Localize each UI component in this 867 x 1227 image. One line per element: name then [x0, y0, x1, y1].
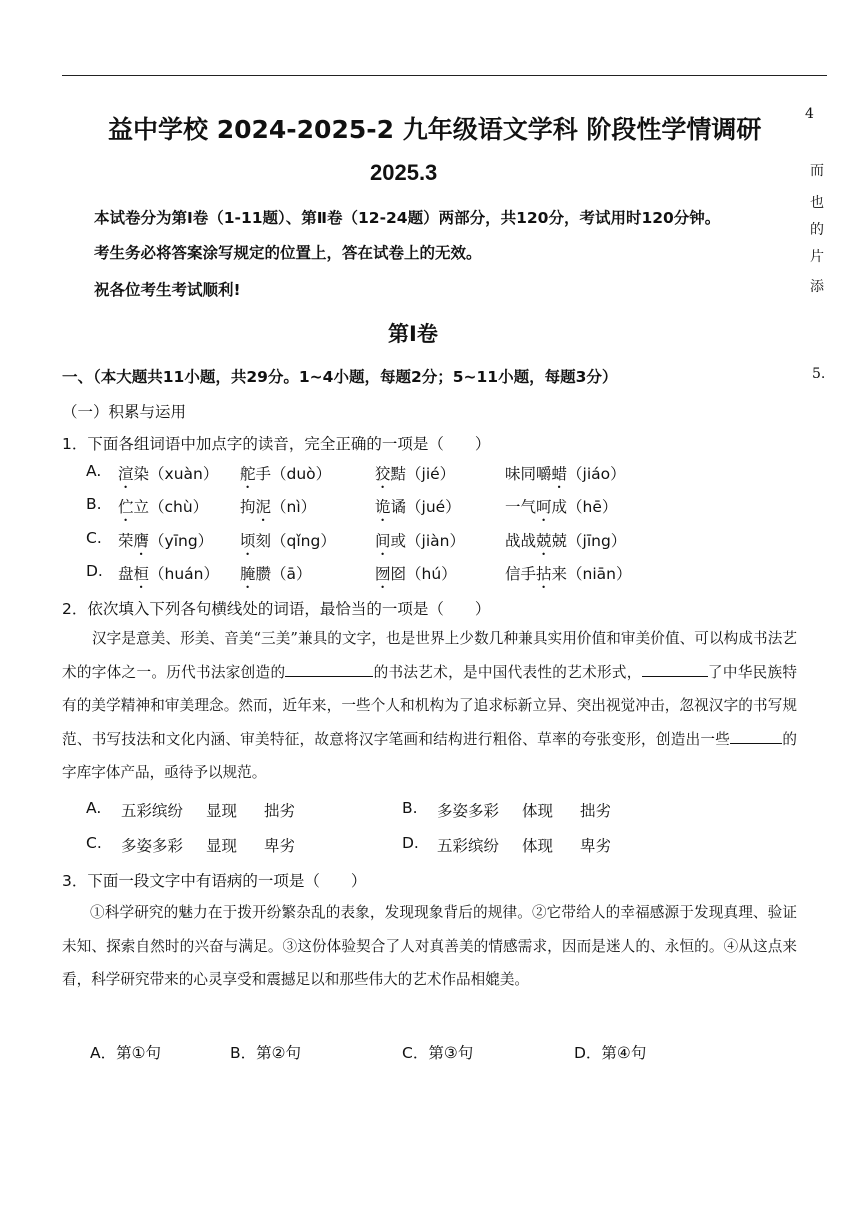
q1-word-suffix: （yīng） — [149, 532, 214, 550]
subsection-heading: （一）积累与运用 — [62, 403, 187, 421]
q2-option-word: 拙劣 — [580, 802, 612, 820]
q2-option-word: 拙劣 — [264, 802, 296, 820]
q1-word-suffix: 或（jiàn） — [390, 532, 465, 550]
q1-word-prefix: 盘 — [118, 565, 134, 583]
top-rule — [62, 75, 827, 76]
q1-word-item — [118, 529, 213, 559]
q2-option-letter: C. — [86, 834, 102, 852]
q1-word-item — [375, 529, 465, 559]
q1-stem: 1．下面各组词语中加点字的读音，完全正确的一项是（ ） — [62, 435, 491, 453]
q1-word-item — [375, 495, 461, 525]
q3-stem: 3．下面一段文字中有语病的一项是（ ） — [62, 872, 367, 890]
q1-word-suffix: （jiáo） — [567, 465, 626, 483]
margin-char: 也 — [810, 195, 824, 211]
q1-dotted-char: 蜡 — [551, 465, 568, 483]
q1-word-suffix: （huán） — [149, 565, 220, 583]
q1-word-suffix: 刻（qǐng） — [255, 532, 336, 550]
q1-dotted-char: 顷 — [240, 532, 256, 550]
q2-option-letter: D. — [402, 834, 419, 852]
q1-word-prefix: 信手 — [505, 565, 537, 583]
q1-dotted-char: 桓 — [133, 565, 150, 583]
margin-char: 添 — [810, 279, 824, 295]
q1-option-letter: D. — [86, 562, 103, 580]
q1-word-item — [505, 462, 626, 492]
q1-dotted-char: 间 — [375, 532, 391, 550]
q1-word-prefix: 味同嚼 — [505, 465, 552, 483]
q2-option-word: 卑劣 — [580, 837, 612, 855]
q1-word-item — [505, 495, 617, 525]
q1-dotted-char: 膺 — [133, 532, 150, 550]
q2-blank-1 — [285, 662, 373, 677]
q1-dotted-char: 兢 — [536, 532, 552, 550]
q2-blank-2 — [642, 662, 708, 677]
q1-word-suffix: 来（niān） — [551, 565, 632, 583]
q1-dotted-char: 伫 — [118, 498, 134, 516]
q2-passage-part-3: 了中华民族特有的美学精神和审美理念。然而，近年来，一些个人和机构为了追求标新立异、突出视觉冲击，忽视汉字的书写规范、书写技法和文化内涵、审美特征，故意将汉字笔画和结构进行粗俗、草率的夸张变形，创造出一些 — [62, 663, 797, 748]
exam-title: 益中学校 2024-2025-2 九年级语文学科 阶段性学情调研 — [108, 115, 762, 144]
q1-word-suffix: 谲（jué） — [390, 498, 461, 516]
q1-word-item — [240, 495, 316, 525]
q1-dotted-char: 舵 — [240, 465, 256, 483]
q1-word-item — [118, 462, 218, 492]
margin-number-4: 4 — [805, 106, 814, 122]
q2-passage-part-2: 的书法艺术，是中国代表性的艺术形式， — [373, 663, 642, 681]
q1-dotted-char: 渲 — [118, 465, 134, 483]
margin-char: 而 — [810, 163, 824, 179]
intro-line-1: 本试卷分为第Ⅰ卷（1-11题）、第Ⅱ卷（12-24题）两部分，共120分，考试用时120分钟。 — [94, 209, 721, 227]
margin-char: 的 — [810, 222, 824, 238]
q1-dotted-char: 拈 — [536, 565, 552, 583]
q1-word-item — [375, 462, 455, 492]
q1-word-suffix: 立（chù） — [133, 498, 209, 516]
q1-word-item — [240, 562, 312, 592]
q1-word-suffix: 成（hē） — [551, 498, 618, 516]
q2-passage-part-1: 汉字是意美、形美、音美“三美”兼具的文字，也是世界上少数几种兼具实用价值和审美价值、可以构成书法艺术的字体之一。历代书法家创造的 — [62, 630, 797, 681]
q1-word-item — [505, 529, 626, 559]
q2-option-word: 多姿多彩 — [437, 802, 500, 820]
q1-word-item — [505, 562, 631, 592]
q1-word-prefix: 战战 — [505, 532, 537, 550]
q2-passage-part-4: 的字库字体产品，亟待予以规范。 — [62, 730, 797, 781]
q1-word-item — [118, 562, 219, 592]
q1-dotted-char: 狡 — [375, 465, 391, 483]
q2-option-word: 多姿多彩 — [121, 837, 184, 855]
q1-word-suffix: 臜（ā） — [255, 565, 312, 583]
q3-option: C．第③句 — [402, 1044, 474, 1062]
q3-option: D．第④句 — [574, 1044, 647, 1062]
q1-dotted-char: 囫 — [375, 565, 391, 583]
intro-line-2: 考生务必将答案涂写规定的位置上，答在试卷上的无效。 — [94, 244, 482, 262]
q1-option-letter: B. — [86, 495, 102, 513]
intro-line-3: 祝各位考生考试顺利! — [94, 281, 241, 299]
q1-dotted-char: 泥 — [255, 498, 272, 516]
q2-option-word: 显现 — [206, 802, 238, 820]
q1-word-item — [118, 495, 208, 525]
q2-option-word: 五彩缤纷 — [437, 837, 500, 855]
section-heading: 一、（本大题共11小题，共29分。1~4小题，每题2分；5~11小题，每题3分） — [62, 368, 618, 386]
q1-word-suffix: 兢（jīng） — [551, 532, 627, 550]
q1-word-prefix: 拘 — [240, 498, 256, 516]
q1-option-letter: A. — [86, 462, 102, 480]
q1-word-suffix: 染（xuàn） — [133, 465, 219, 483]
q1-word-suffix: （nì） — [271, 498, 317, 516]
q1-word-item — [240, 529, 336, 559]
q2-blank-3 — [730, 729, 782, 744]
q2-option-letter: B. — [402, 799, 418, 817]
q1-dotted-char: 腌 — [240, 565, 256, 583]
margin-char: 片 — [810, 249, 824, 265]
q1-word-suffix: 囵（hú） — [390, 565, 457, 583]
exam-date: 2025.3 — [370, 160, 438, 185]
q2-stem: 2．依次填入下列各句横线处的词语，最恰当的一项是（ ） — [62, 600, 491, 618]
q2-option-word: 卑劣 — [264, 837, 296, 855]
q1-word-prefix: 一气 — [505, 498, 537, 516]
q1-word-suffix: 手（duò） — [255, 465, 332, 483]
q3-option: A．第①句 — [90, 1044, 161, 1062]
q2-option-word: 五彩缤纷 — [121, 802, 184, 820]
q1-dotted-char: 呵 — [536, 498, 552, 516]
margin-number-5: 5. — [812, 366, 826, 382]
q1-option-letter: C. — [86, 529, 102, 547]
q2-passage — [62, 622, 797, 790]
q1-dotted-char: 诡 — [375, 498, 391, 516]
q1-word-item — [240, 462, 331, 492]
volume-title: 第Ⅰ卷 — [388, 322, 438, 346]
q2-option-letter: A. — [86, 799, 102, 817]
q3-option: B．第②句 — [230, 1044, 302, 1062]
q1-word-prefix: 荣 — [118, 532, 134, 550]
q2-option-word: 体现 — [522, 802, 554, 820]
q2-option-word: 体现 — [522, 837, 554, 855]
q2-option-word: 显现 — [206, 837, 238, 855]
q3-passage: ①科学研究的魅力在于拨开纷繁杂乱的表象，发现现象背后的规律。②它带给人的幸福感源于发现真理、验证未知、探索自然时的兴奋与满足。③这份体验契合了人对真善美的情感需求，因而是迷人的、永恒的。④从这点来看，科学研究带来的心灵享受和震撼足以和那些伟大的艺术作品相媲美。 — [62, 904, 797, 988]
q1-word-suffix: 黠（jié） — [390, 465, 456, 483]
q1-word-item — [375, 562, 457, 592]
